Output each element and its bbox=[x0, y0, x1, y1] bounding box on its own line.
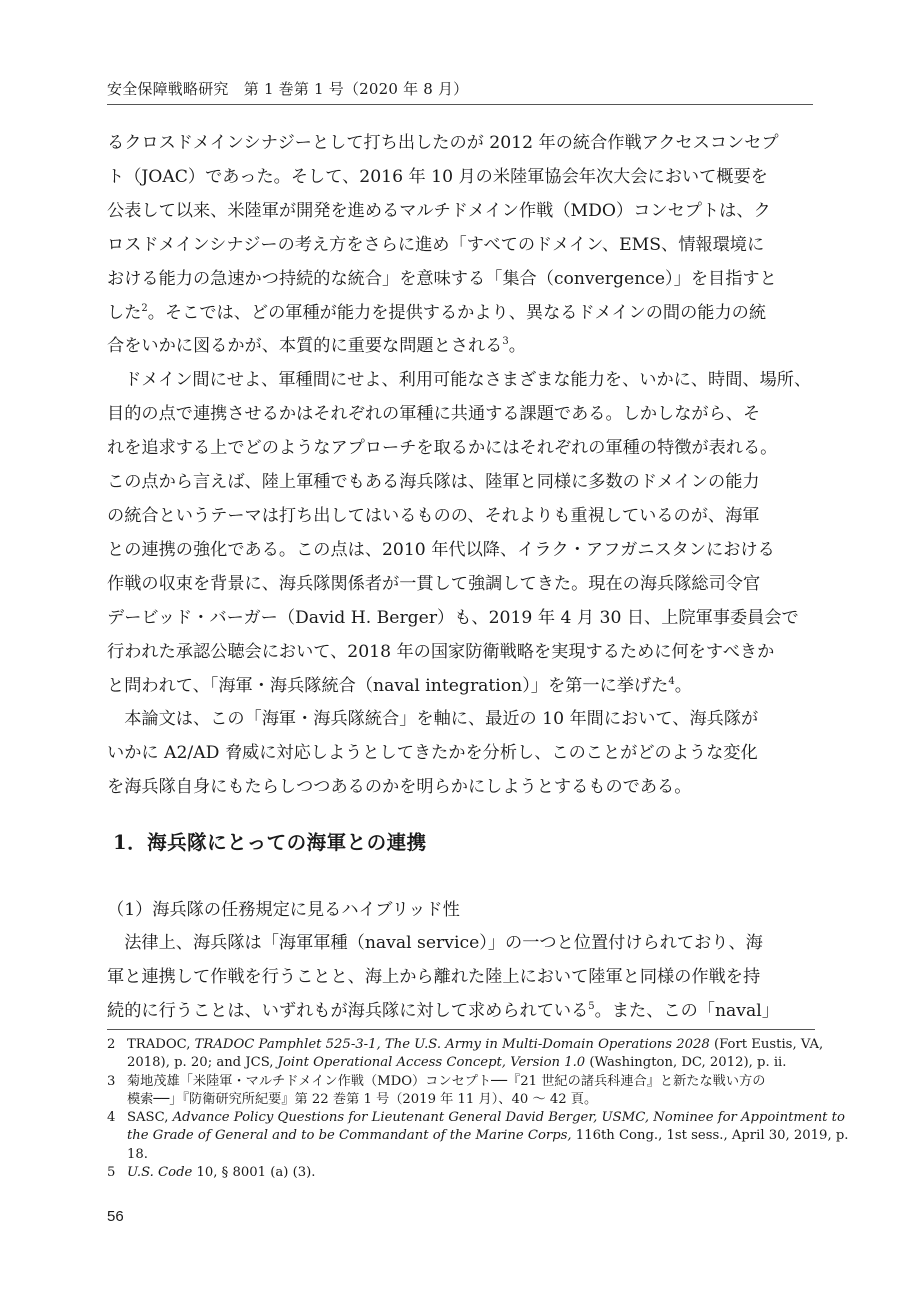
text-line bbox=[107, 330, 815, 364]
page-number: 56 bbox=[107, 1208, 124, 1225]
text-line: デービッド・バーガー（David H. Berger）も、2019 年 4 月 30 日、上院軍事委員会で bbox=[107, 607, 799, 628]
text-segment: と問われて、「海軍・海兵隊統合（naval integration）」を第一に挙げた bbox=[107, 675, 669, 696]
text-segment: SASC, bbox=[127, 1110, 173, 1126]
footnote-number: 2 bbox=[107, 1037, 116, 1052]
footnote-line bbox=[127, 1036, 823, 1054]
text-line: 公表して以来、米陸軍が開発を進めるマルチドメイン作戦（MDO）コンセプトは、ク bbox=[107, 200, 771, 221]
text-segment: 116th Cong., 1st sess., April 30, 2019, p. bbox=[571, 1128, 849, 1144]
footnote-rule bbox=[107, 1029, 815, 1030]
text-segment: 合をいかに図るかが、本質的に重要な問題とされる bbox=[107, 336, 503, 357]
text-line: 目的の点で連携させるかはそれぞれの軍種に共通する課題である。しかしながら、そ bbox=[107, 404, 761, 425]
section-heading: 1．海兵隊にとっての海軍との連携 bbox=[113, 831, 427, 854]
footnote-text bbox=[127, 1073, 815, 1110]
text-segment: (Washington, DC, 2012), p. ii. bbox=[585, 1055, 787, 1071]
footnote-number: 5 bbox=[107, 1165, 116, 1181]
text-segment: 。 bbox=[508, 336, 526, 357]
text-line: るクロスドメインシナジーとして打ち出したのが 2012 年の統合作戦アクセスコンセプ bbox=[107, 133, 779, 153]
text-line bbox=[107, 670, 815, 704]
footnote-text bbox=[127, 1164, 815, 1182]
footnote-number: 4 bbox=[107, 1110, 116, 1126]
footnote-4 bbox=[107, 1109, 849, 1164]
text-segment: 。また、この「naval」 bbox=[594, 1000, 779, 1021]
text-line: との連携の強化である。この点は、2010 年代以降、イラク・アフガニスタンにおける bbox=[107, 539, 775, 560]
text-segment: 2018), p. 20; and JCS, bbox=[127, 1055, 278, 1071]
text-line: 軍と連携して作戦を行うことと、海上から離れた陸上において陸軍と同様の作戦を持 bbox=[107, 966, 761, 987]
intro-paragraphs bbox=[107, 127, 815, 805]
text-line: ドメイン間にせよ、軍種間にせよ、利用可能なさまざまな能力を、いかに、時間、場所、 bbox=[107, 370, 812, 391]
footnote-ref[interactable]: 4 bbox=[668, 675, 675, 687]
text-segment: 続的に行うことは、いずれもが海兵隊に対して求められている bbox=[107, 1000, 589, 1021]
text-line: 本論文は、この「海軍・海兵隊統合」を軸に、最近の 10 年間において、海兵隊が bbox=[107, 709, 759, 730]
footnote-line bbox=[127, 1054, 823, 1072]
footnote-text bbox=[127, 1109, 848, 1164]
text-segment: 。 bbox=[674, 675, 692, 696]
running-head: 安全保障戦略研究 第 1 巻第 1 号（2020 年 8 月） bbox=[107, 80, 469, 98]
text-line: この点から言えば、陸上軍種でもある海兵隊は、陸軍と同様に多数のドメインの能力 bbox=[107, 472, 760, 493]
section-paragraph bbox=[107, 927, 815, 1029]
footnote-2 bbox=[107, 1036, 824, 1073]
text-line: おける能力の急速かつ持続的な統合」を意味する「集合（convergence）」を目指すと bbox=[107, 268, 777, 289]
text-line: ロスドメインシナジーの考え方をさらに進め「すべてのドメイン、EMS、情報環境に bbox=[107, 234, 765, 255]
text-line: の統合というテーマは打ち出してはいるものの、それよりも重視しているのが、海軍 bbox=[107, 505, 760, 526]
text-line: を海兵隊自身にもたらしつつあるのかを明らかにしようとするものである。 bbox=[107, 777, 692, 798]
text-line: いかに A2/AD 脅威に対応しようとしてきたかを分析し、このことがどのような変化 bbox=[107, 743, 758, 764]
citation-title: TRADOC Pamphlet 525-3-1, The U.S. Army in Multi-Domain Operations 2028 bbox=[194, 1037, 710, 1052]
text-line: れを追求する上でどのようなアプローチを取るかにはそれぞれの軍種の特徴が表れる。 bbox=[107, 438, 778, 459]
footnote-ref[interactable]: 3 bbox=[502, 336, 509, 348]
footnote-5 bbox=[107, 1164, 815, 1182]
footnote-number: 3 bbox=[107, 1073, 116, 1089]
footnote-line bbox=[127, 1109, 848, 1127]
text-line: ト（JOAC）であった。そして、2016 年 10 月の米陸軍協会年次大会において概要を bbox=[107, 166, 768, 187]
text-line bbox=[107, 297, 815, 331]
text-line: 法律上、海兵隊は「海軍軍種（naval service）」の一つと位置付けられており、海 bbox=[107, 933, 763, 953]
footnote-line bbox=[127, 1127, 848, 1145]
text-line: 作戦の収束を背景に、海兵隊関係者が一貫して強調してきた。現在の海兵隊総司令官 bbox=[107, 573, 761, 594]
footnote-ref[interactable]: 5 bbox=[588, 1000, 595, 1012]
header-rule bbox=[107, 104, 813, 105]
footnotes bbox=[107, 1036, 849, 1182]
footnote-line: 菊地茂雄「米陸軍・マルチドメイン作戦（MDO）コンセプト──『21 世紀の諸兵科連合』と新たな戦い方の bbox=[127, 1073, 766, 1089]
subsection-heading: （1）海兵隊の任務規定に見るハイブリッド性 bbox=[107, 900, 460, 920]
citation-title: Joint Operational Access Concept, Version 1.0 bbox=[277, 1055, 586, 1071]
text-segment: した bbox=[107, 302, 142, 323]
text-segment: 10, § 8001 (a) (3). bbox=[192, 1165, 316, 1181]
text-line: 行われた承認公聴会において、2018 年の国家防衛戦略を実現するために何をすべきか bbox=[107, 641, 775, 662]
footnote-line bbox=[127, 1164, 815, 1182]
citation-title: U.S. Code bbox=[127, 1165, 193, 1181]
footnote-text bbox=[127, 1036, 823, 1073]
footnote-line: 18. bbox=[127, 1146, 148, 1162]
text-segment: 。そこでは、どの軍種が能力を提供するかより、異なるドメインの間の能力の統 bbox=[147, 302, 767, 323]
citation-title: Advance Policy Questions for Lieutenant General David Berger, USMC, Nominee for Appointment to bbox=[172, 1110, 845, 1126]
citation-title: the Grade of General and to be Commandant of the Marine Corps, bbox=[127, 1128, 572, 1144]
text-segment: (Fort Eustis, VA, bbox=[709, 1037, 824, 1052]
footnote-3 bbox=[107, 1073, 815, 1110]
text-line bbox=[107, 995, 815, 1029]
footnote-line: 模索──」『防衛研究所紀要』第 22 巻第 1 号（2019 年 11 月）、40 ～ 42 頁。 bbox=[127, 1091, 598, 1107]
footnote-ref[interactable]: 2 bbox=[141, 302, 148, 314]
text-segment: TRADOC, bbox=[127, 1037, 195, 1052]
